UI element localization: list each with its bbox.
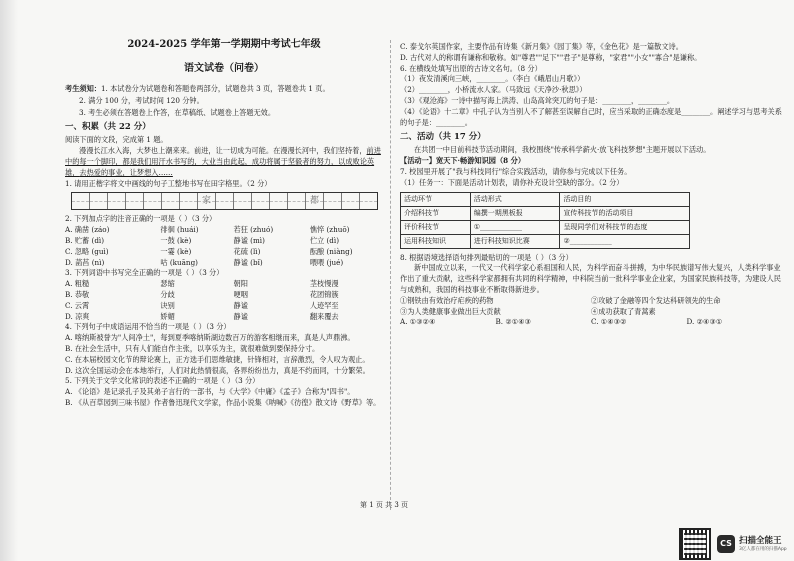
scanner-watermark xyxy=(679,527,794,561)
question-1: 1. 请用正楷字将文中画线的句子工整地书写在田字格里。（2 分） xyxy=(65,178,272,188)
option-cell: 人迹罕至 xyxy=(309,300,339,310)
option-cell: 静谧 xyxy=(233,300,248,310)
page-number: 第 1 页 共 3 页 xyxy=(360,501,409,509)
table-cell: 宣传科技节的活动项目 xyxy=(560,206,690,220)
grid-cell[interactable] xyxy=(144,193,162,209)
option-row xyxy=(65,258,383,269)
grid-cell[interactable] xyxy=(234,193,252,209)
option-row xyxy=(65,279,383,290)
grid-cell[interactable] xyxy=(216,193,234,209)
brand-tagline: 3亿人都在用的扫描App xyxy=(739,547,787,552)
question-8: 8. 根据语境选择语句排列最贴切的一项是（ ）（3 分） xyxy=(400,252,573,262)
grid-cell[interactable] xyxy=(342,193,360,209)
question-3-options xyxy=(65,279,383,322)
option[interactable]: B. ②①④③ xyxy=(495,317,532,327)
qr-code-icon xyxy=(679,528,711,560)
fill-item: （4）《论语》十二章》中孔子认为当别人不了解甚至误解自己时，应当采取的正确态度是________。阐述学习与思考关系的句子是：________。 xyxy=(400,106,782,127)
grid-cell[interactable]: 都 xyxy=(306,193,324,209)
question-8-choices xyxy=(400,296,782,318)
question-2: 2. 下列加点字的注音正确的一项是（ ）（3 分） xyxy=(65,214,217,224)
section-intro: 阅读下面的文段，完成第 1 题。 xyxy=(65,135,168,145)
grid-cell[interactable] xyxy=(270,193,288,209)
grid-cell[interactable] xyxy=(126,193,144,209)
option-cell: 茎枝慢漫 xyxy=(309,279,339,289)
table-cell[interactable]: ①____________ xyxy=(470,220,560,234)
option-cell: 静谧 xyxy=(233,311,248,321)
question-8-passage: 新中国成立以来，一代又一代科学家心系祖国和人民，为科学而奋斗拼搏，为中华民族谱写伟大复兴，人类科学事业作出了重大贡献，这些科学家都拥有共同的科学精神，中科院当前一批科学事业企业家，为国家民族科技等，为建设人民与成熟和，我国的科技事业不断取得新进步。 xyxy=(400,263,781,294)
table-header-cell: 活动目的 xyxy=(560,192,690,206)
option-cell: 瑟缩 xyxy=(160,279,175,289)
option-cell: 翻来覆去 xyxy=(309,311,339,321)
option: D. 古代对人的称谓有谦称和敬称。如"尊君""足下""君子"是尊称，"家君""小女""寡合"是谦称。 xyxy=(400,52,702,62)
table-cell: 评价科技节 xyxy=(401,220,471,234)
option-cell: 诀别 xyxy=(160,300,175,310)
option: A. 喀纳斯被誉为"人间净土"，每到夏季喀纳斯湖边数百万的游客相继而来，真是人声鼎沸。 xyxy=(65,333,355,343)
question-6: 6. 在横线处填写出原的古诗文名句。（8 分） xyxy=(400,63,542,73)
table-cell: 运用科技知识 xyxy=(401,234,471,248)
choice: ①钢铁由有效治疗疟疾的药物 xyxy=(400,295,494,305)
option[interactable]: A. ①③②④ xyxy=(400,317,436,327)
option-cell: 娇媚 xyxy=(160,311,175,321)
option-cell: D. 菡萏 (nì) xyxy=(65,257,105,267)
option-cell: 分歧 xyxy=(160,289,175,299)
option-cell: 哽咽 xyxy=(233,289,248,299)
question-8-options xyxy=(400,317,782,328)
notes-label: 考生须知： xyxy=(65,84,101,93)
section-heading: 一、积累（共 22 分） xyxy=(65,122,151,133)
grid-cell[interactable]: 家 xyxy=(198,193,216,209)
option-cell: 伫立 (dì) xyxy=(309,235,339,245)
option-cell: 喂喂 (jué) xyxy=(309,257,344,267)
grid-cell[interactable] xyxy=(90,193,108,209)
passage-underlined: 前进中的每一个脚印，都是我们用汗水书写的，大业当由此起，成功将属于坚毅者的努力，以成败论英雄， xyxy=(65,146,381,177)
question-4: 4. 下列句子中成语运用不恰当的一项是（ ）（3 分） xyxy=(65,322,231,332)
option-row xyxy=(65,312,383,323)
option-row xyxy=(65,225,383,236)
question-7-task: （1）任务一：下面是活动计划表，请你补充设计空缺的部分。（2 分） xyxy=(400,177,624,187)
option: B. 《从百草园到三味书屋》作者鲁迅现代文学家，作品小说集《呐喊》《彷徨》散文诗《野草》等。 xyxy=(65,397,381,407)
table-cell[interactable]: ②____________ xyxy=(560,234,690,248)
grid-cell[interactable] xyxy=(288,193,306,209)
note-item: 3. 考生必须在答题卷上作答，在草稿纸、试题卷上答题无效。 xyxy=(79,107,276,117)
option-cell: D. 凉爽 xyxy=(65,311,90,321)
option-row xyxy=(65,290,383,301)
fill-item: （1）夜发清溪向三峡，________。（李白《峨眉山月歌》） xyxy=(400,74,585,84)
section-intro: 在共团一中目前科技节活动期间，我校围绕"传承科学薪火·放飞科技梦想"主题开展以下活动。 xyxy=(414,145,711,155)
note-item: 1. 本试卷分为试题卷和答题卷两部分，试题卷共 3 页，答题卷共 1 页。 xyxy=(100,84,330,93)
tianzige-grid[interactable] xyxy=(71,192,378,210)
option-cell: A. 确凿 (záo) xyxy=(65,225,110,235)
table-header-row xyxy=(401,192,690,206)
option-cell: 酝酿 (niàng) xyxy=(309,246,353,256)
camscanner-logo-icon: CS xyxy=(717,535,735,553)
option-cell: B. 贮蓄 (dì) xyxy=(65,235,105,245)
option-cell: C. 云霄 xyxy=(65,300,90,310)
option-cell: B. 恭敬 xyxy=(65,289,90,299)
option-cell: 朝阳 xyxy=(233,279,248,289)
reading-passage xyxy=(65,146,383,178)
table-row xyxy=(401,220,690,234)
table-cell: 介绍科技节 xyxy=(401,206,471,220)
activity-table xyxy=(400,192,690,249)
choice: ③为人类健康事业做出巨大贡献 xyxy=(400,306,501,316)
option-cell: 一鼓 (kè) xyxy=(160,235,192,245)
option-cell: 若狂 (zhuó) xyxy=(233,225,274,235)
column-divider xyxy=(390,40,391,510)
option: A. 《论语》是记录孔子及其弟子言行的一部书，与《大学》《中庸》《孟子》合称为"四书"。 xyxy=(65,387,355,397)
option-cell: 静谧 (mì) xyxy=(233,235,265,245)
option[interactable]: C. ①④③② xyxy=(591,317,627,327)
option: C. 泰戈尔英国作家，主要作品有诗集《新月集》《园丁集》等，《金色花》是一篇散文诗。 xyxy=(400,42,683,51)
notes-block xyxy=(65,84,383,95)
table-row xyxy=(401,234,690,248)
grid-cell[interactable] xyxy=(108,193,126,209)
table-cell: 编撰一期黑板报 xyxy=(470,206,560,220)
option-cell: 徘徊 (huái) xyxy=(160,225,199,235)
grid-cell[interactable] xyxy=(162,193,180,209)
option-row xyxy=(65,301,383,312)
table-header-cell: 活动环节 xyxy=(401,192,471,206)
brand-name: 扫描全能王 xyxy=(739,536,782,546)
option-row xyxy=(65,247,383,258)
option: C. 在本届校园文化节的辩论赛上，正方选手们思维敏捷，针锋相对，言辞激烈，令人叹为观止。 xyxy=(65,354,370,364)
option: D. 这次全国运动会在本地举行，人们对此热情很高，各界纷纷出力，真是不约而同，十分繁荣。 xyxy=(65,365,370,375)
option-cell: 花团锦簇 xyxy=(309,289,339,299)
left-column xyxy=(65,38,383,409)
table-cell: 进行科技知识比赛 xyxy=(470,234,560,248)
choice: ②攻破了金融等四个发达科研领先的生命 xyxy=(591,295,721,305)
option-cell: 静谧 (bǐ) xyxy=(233,257,263,267)
option-cell: 咕 (kuāng) xyxy=(160,257,198,267)
activity-heading: 【活动一】宽天下·畅游知识园（8 分） xyxy=(400,156,526,166)
exam-subtitle: 语文试卷（问卷） xyxy=(184,63,264,74)
question-7: 7. 校园里开展了"我与科技同行"综合实践活动，请你参与完成以下任务。 xyxy=(400,166,632,176)
grid-cell[interactable] xyxy=(72,193,90,209)
scan-edge xyxy=(0,0,18,561)
choice: ④成功获取了青蒿素 xyxy=(591,306,656,316)
exam-title: 2024-2025 学年第一学期期中考试七年级 xyxy=(127,39,321,50)
question-5: 5. 下列关于文学文化常识的表述不正确的一项是（ ）（3 分） xyxy=(65,376,260,386)
option-cell: 憔悴 (zhuō) xyxy=(309,225,350,235)
grid-cell[interactable] xyxy=(360,193,377,209)
option-cell: A. 粗糙 xyxy=(65,279,90,289)
fill-item: （2）________，小桥流水人家。（马致远《天净沙·秋思》） xyxy=(400,85,587,95)
grid-cell[interactable] xyxy=(180,193,198,209)
note-item: 2. 满分 100 分，考试时间 120 分钟。 xyxy=(79,95,204,105)
question-3: 3. 下列词语中书写完全正确的一项是（ ）（3 分） xyxy=(65,268,224,278)
table-row xyxy=(401,206,690,220)
table-header-cell: 活动形式 xyxy=(470,192,560,206)
fill-item: （3）《观沧海》一诗中描写海上洪涛、山岛高耸突兀的句子是：________，________。 xyxy=(400,95,675,105)
grid-cell[interactable] xyxy=(252,193,270,209)
question-2-options xyxy=(65,225,383,268)
section-heading: 二、活动（共 17 分） xyxy=(400,132,486,143)
option-cell: C. 忽略 (guì) xyxy=(65,246,109,256)
right-column xyxy=(400,42,782,328)
passage-text: 去热爱的事业，让梦想入…… xyxy=(79,167,173,177)
option-cell: 花硫 (lì) xyxy=(233,246,261,256)
grid-cell[interactable] xyxy=(324,193,342,209)
table-cell: 呈现同学们对科技节的态度 xyxy=(560,220,690,234)
passage-text: 漫漫长江水入海，大梦也上潮来来。前进，让一切成为可能。在漫漫长河中，我们坚持着， xyxy=(79,146,367,156)
option: B. 在社会生活中，只有人们能自作主张，以享乐为主，就很难做到要保持分寸。 xyxy=(65,343,320,353)
option-cell: 一霎 (kè) xyxy=(160,246,192,256)
option-row xyxy=(65,236,383,247)
option[interactable]: D. ②④③① xyxy=(686,317,723,327)
